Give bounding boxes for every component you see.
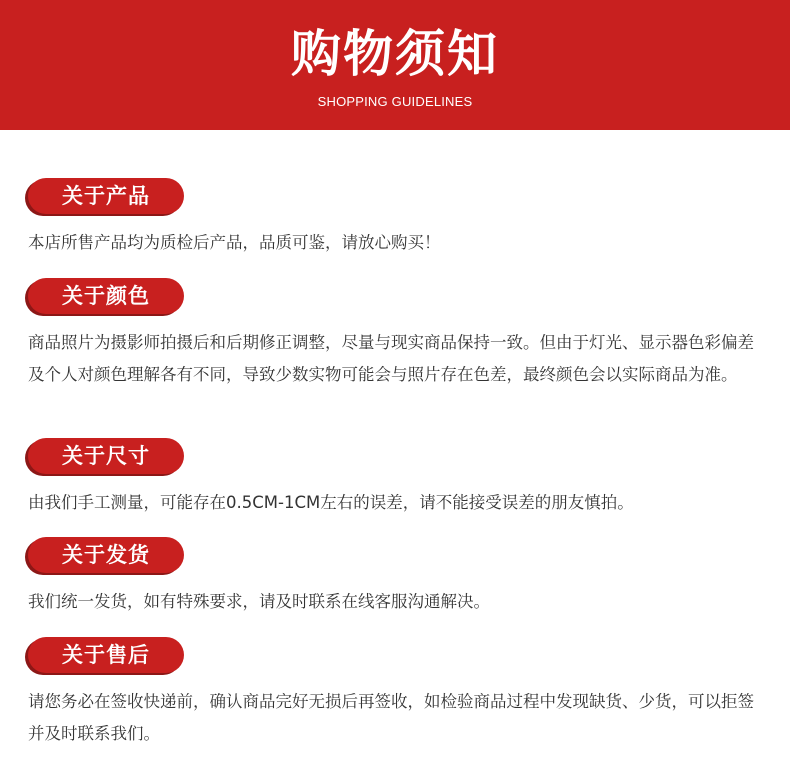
section-size [28,438,768,519]
section-heading-shipping: 关于发货 [28,537,184,573]
section-heading-aftersales: 关于售后 [28,637,184,673]
page-title: 购物须知 [291,25,499,83]
section-heading-color: 关于颜色 [28,278,184,314]
section-heading-size: 关于尺寸 [28,438,184,474]
section-product [28,178,768,259]
section-color [28,278,768,391]
header-banner [0,0,790,130]
section-text-size: 由我们手工测量，可能存在0.5CM-1CM左右的误差，请不能接受误差的朋友慎拍。 [28,493,634,512]
section-text-shipping: 我们统一发货，如有特殊要求，请及时联系在线客服沟通解决。 [28,592,490,611]
section-aftersales [28,637,768,750]
section-text-color: 商品照片为摄影师拍摄后和后期修正调整，尽量与现实商品保持一致。但由于灯光、显示器色彩偏差及个人对颜色理解各有不同，导致少数实物可能会与照片存在色差，最终颜色会以实际商品为准。 [28,333,754,384]
section-text-product: 本店所售产品均为质检后产品，品质可鉴，请放心购买！ [28,233,441,252]
section-shipping [28,537,768,618]
section-text-aftersales: 请您务必在签收快递前，确认商品完好无损后再签收，如检验商品过程中发现缺货、少货，可以拒签并及时联系我们。 [28,692,754,743]
section-heading-product: 关于产品 [28,178,184,214]
page-subtitle: SHOPPING GUIDELINES [317,94,473,109]
